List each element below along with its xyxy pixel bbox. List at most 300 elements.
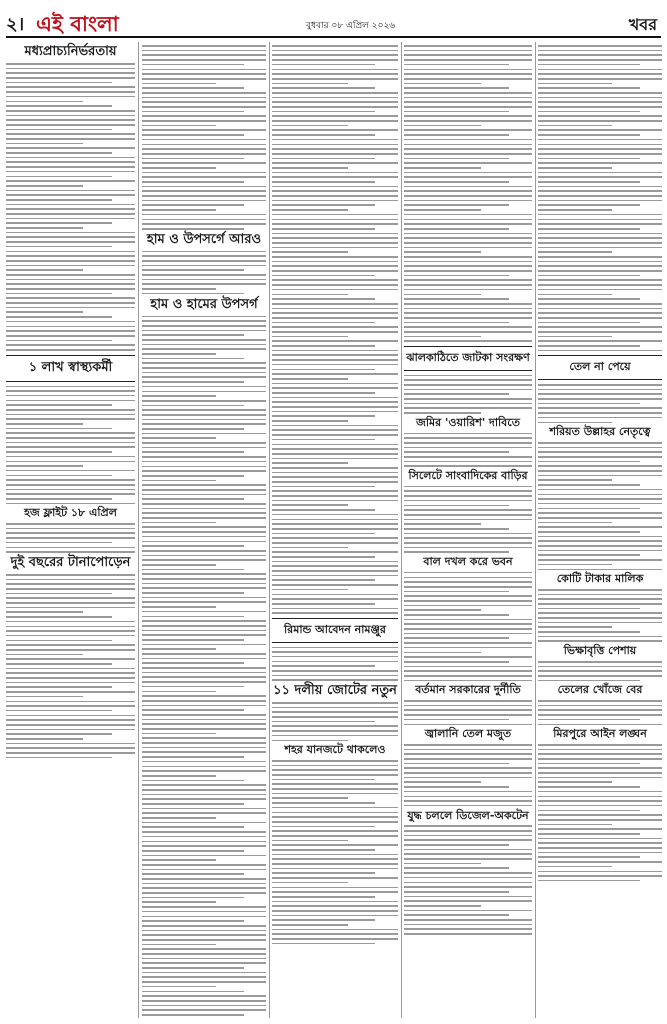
text-line <box>6 409 135 411</box>
text-line <box>404 242 532 244</box>
text-line <box>272 462 348 464</box>
text-line <box>142 494 266 496</box>
text-line <box>404 796 532 798</box>
text-line <box>538 589 662 591</box>
column-2 <box>142 42 266 1018</box>
article-body <box>6 386 135 505</box>
text-line <box>6 547 135 549</box>
text-line <box>272 868 398 870</box>
text-line <box>142 836 266 838</box>
text-line <box>404 777 532 779</box>
text-line <box>6 729 135 731</box>
text-line <box>404 50 532 52</box>
text-line <box>6 686 112 688</box>
text-line <box>538 852 662 854</box>
text-line <box>272 144 398 146</box>
text-line <box>142 676 266 678</box>
article-headline: হজ ফ্লাইট ১৮ এপ্রিল <box>24 506 117 520</box>
text-line <box>272 891 398 893</box>
text-line <box>142 630 266 632</box>
text-line <box>142 87 244 89</box>
text-line <box>142 120 266 122</box>
text-line <box>538 847 662 849</box>
masthead <box>6 10 661 38</box>
text-line <box>404 209 481 211</box>
text-line <box>538 247 662 249</box>
text-line <box>538 508 640 510</box>
text-line <box>538 517 662 519</box>
text-line <box>538 545 662 547</box>
text-line <box>6 724 135 726</box>
text-line <box>142 73 266 75</box>
text-line <box>404 162 532 164</box>
text-line <box>142 709 244 711</box>
text-line <box>6 124 135 126</box>
text-line <box>272 647 398 649</box>
text-line <box>404 129 532 131</box>
text-line <box>272 570 398 572</box>
text-line <box>6 493 135 495</box>
article-body <box>142 316 266 1016</box>
text-line <box>272 598 398 600</box>
text-line <box>538 322 640 324</box>
text-line <box>538 866 612 868</box>
article-body <box>6 523 135 553</box>
text-line <box>538 612 662 614</box>
text-line <box>404 326 532 328</box>
text-line <box>142 728 266 730</box>
text-line <box>272 707 398 709</box>
text-line <box>404 204 509 206</box>
text-line <box>538 494 662 496</box>
text-line <box>404 633 532 635</box>
text-line <box>538 758 662 760</box>
text-line <box>6 747 135 749</box>
text-line <box>404 767 532 769</box>
text-line <box>404 581 532 583</box>
text-line <box>6 138 135 140</box>
text-line <box>272 565 398 567</box>
text-line <box>272 584 398 586</box>
text-line <box>142 204 244 206</box>
text-line <box>404 835 532 837</box>
text-line <box>6 404 112 406</box>
text-line <box>404 83 481 85</box>
text-line <box>404 863 481 865</box>
text-line <box>6 288 135 290</box>
text-line <box>272 943 375 945</box>
text-line <box>538 484 640 486</box>
text-line <box>404 461 532 463</box>
text-line <box>142 991 244 993</box>
text-line <box>142 186 266 188</box>
text-line <box>142 348 266 350</box>
text-line <box>6 428 112 430</box>
article-body <box>404 45 532 342</box>
text-line <box>6 611 83 613</box>
text-line <box>6 418 135 420</box>
text-line <box>404 101 532 103</box>
text-line <box>142 489 266 491</box>
text-line <box>6 147 135 149</box>
text-line <box>142 176 266 178</box>
text-line <box>404 763 509 765</box>
text-line <box>272 261 398 263</box>
text-line <box>6 551 135 553</box>
text-line <box>272 50 398 52</box>
text-line <box>272 797 348 799</box>
text-line <box>142 517 266 519</box>
text-line <box>142 316 266 318</box>
text-line <box>538 709 662 711</box>
text-line <box>272 83 348 85</box>
text-line <box>6 246 112 248</box>
text-line <box>538 186 662 188</box>
text-line <box>538 398 662 400</box>
text-line <box>272 233 398 235</box>
text-line <box>142 822 266 824</box>
text-line <box>6 390 135 392</box>
text-line <box>404 500 532 502</box>
text-line <box>272 214 398 216</box>
text-line <box>6 442 135 444</box>
text-line <box>6 208 135 210</box>
article-headline: কোটি টাকার মালিক <box>556 572 644 586</box>
text-line <box>272 924 348 926</box>
text-line <box>142 320 266 322</box>
column-1 <box>6 42 135 1018</box>
text-line <box>142 733 216 735</box>
text-line <box>272 415 375 417</box>
text-line <box>404 705 532 707</box>
text-line <box>404 181 509 183</box>
text-line <box>142 944 216 946</box>
text-line <box>272 765 398 767</box>
text-line <box>142 223 266 225</box>
text-line <box>272 661 398 663</box>
text-line <box>272 387 398 389</box>
article-body <box>6 63 135 351</box>
text-line <box>272 509 375 511</box>
text-line <box>142 503 266 505</box>
text-line <box>272 125 348 127</box>
text-line <box>538 92 662 94</box>
text-line <box>538 456 662 458</box>
text-line <box>404 73 532 75</box>
text-line <box>538 700 662 702</box>
text-line <box>538 475 662 477</box>
text-line <box>272 369 375 371</box>
text-line <box>404 656 532 658</box>
text-line <box>142 344 266 346</box>
text-line <box>538 148 662 150</box>
text-line <box>272 769 398 771</box>
text-line <box>142 864 266 866</box>
text-line <box>142 97 266 99</box>
text-line <box>6 465 83 467</box>
text-line <box>272 92 398 94</box>
text-line <box>538 833 640 835</box>
text-line <box>272 774 398 776</box>
text-line <box>142 414 266 416</box>
text-line <box>6 583 135 585</box>
text-line <box>142 181 244 183</box>
text-line <box>404 825 532 827</box>
article-headline: শরিয়ত উল্লাহর নেতৃত্বে <box>549 425 651 439</box>
text-line <box>142 601 266 603</box>
text-line <box>538 219 662 221</box>
text-line <box>6 72 135 74</box>
text-line <box>142 139 266 141</box>
text-line <box>404 781 481 783</box>
text-line <box>538 237 662 239</box>
text-line <box>6 503 135 505</box>
section-title: খবর <box>628 15 657 34</box>
text-line <box>538 139 662 141</box>
text-line <box>272 730 398 732</box>
text-line <box>142 219 266 221</box>
text-line <box>404 251 481 253</box>
text-line <box>6 241 135 243</box>
text-line <box>538 861 662 863</box>
text-line <box>142 339 266 341</box>
text-line <box>272 783 398 785</box>
text-line <box>538 461 640 463</box>
text-line <box>404 59 532 61</box>
text-line <box>538 810 640 812</box>
text-line <box>142 747 266 749</box>
page-number: ২। <box>6 14 25 35</box>
text-line <box>404 924 532 926</box>
text-line <box>272 87 375 89</box>
text-line <box>272 533 375 535</box>
text-line <box>404 148 532 150</box>
text-line <box>6 82 112 84</box>
text-line <box>272 575 398 577</box>
text-line <box>404 614 509 616</box>
text-line <box>538 308 662 310</box>
text-line <box>538 54 662 56</box>
text-line <box>272 242 398 244</box>
text-line <box>538 326 662 328</box>
text-line <box>538 256 662 258</box>
text-line <box>6 110 135 112</box>
text-line <box>272 740 348 742</box>
text-line <box>272 59 398 61</box>
text-line <box>142 887 266 889</box>
article-headline: জমির 'ওয়ারিশ' দাবিতে <box>416 415 520 429</box>
text-line <box>272 148 398 150</box>
text-line <box>6 321 135 323</box>
text-line <box>538 622 662 624</box>
text-line <box>142 644 266 646</box>
text-line <box>6 607 135 609</box>
text-line <box>538 78 662 80</box>
text-line <box>6 461 135 463</box>
text-line <box>538 73 662 75</box>
text-line <box>6 479 135 481</box>
text-line <box>142 330 266 332</box>
text-line <box>538 753 662 755</box>
text-line <box>404 605 532 607</box>
text-line <box>272 275 375 277</box>
text-line <box>272 195 398 197</box>
text-line <box>142 794 266 796</box>
text-line <box>538 550 662 552</box>
text-line <box>142 719 266 721</box>
text-line <box>142 555 266 557</box>
text-line <box>404 92 532 94</box>
text-line <box>142 939 266 941</box>
text-line <box>142 662 244 664</box>
text-line <box>272 444 398 446</box>
text-line <box>142 855 266 857</box>
text-line <box>404 891 509 893</box>
text-line <box>538 45 662 47</box>
text-line <box>142 283 266 285</box>
text-line <box>272 434 398 436</box>
text-line <box>538 479 612 481</box>
text-line <box>404 637 509 639</box>
text-line <box>272 209 348 211</box>
text-line <box>142 391 266 393</box>
text-line <box>538 447 662 449</box>
text-line <box>272 603 375 605</box>
text-line <box>404 312 532 314</box>
text-line <box>538 176 662 178</box>
article-headline: রিমান্ড আবেদন নামঞ্জুর <box>284 622 386 636</box>
text-line <box>538 284 662 286</box>
text-line <box>6 340 112 342</box>
text-line <box>142 526 266 528</box>
text-line <box>142 953 266 955</box>
text-line <box>538 512 662 514</box>
text-line <box>538 559 662 561</box>
text-line <box>538 167 612 169</box>
text-line <box>6 199 112 201</box>
text-line <box>272 458 398 460</box>
text-line <box>142 616 244 618</box>
text-line <box>272 896 375 898</box>
text-line <box>538 744 662 746</box>
text-line <box>6 293 112 295</box>
text-line <box>142 214 266 216</box>
text-line <box>272 579 375 581</box>
text-line <box>142 634 266 636</box>
text-line <box>272 247 398 249</box>
text-line <box>142 269 244 271</box>
text-line <box>272 542 398 544</box>
column-5 <box>538 42 662 1018</box>
text-line <box>538 636 662 638</box>
text-line <box>272 760 398 762</box>
text-line <box>538 819 662 821</box>
article-body <box>538 589 662 642</box>
text-line <box>404 398 532 400</box>
text-line <box>272 139 398 141</box>
text-line <box>272 219 398 221</box>
text-line <box>538 101 662 103</box>
text-line <box>6 532 135 534</box>
text-line <box>272 556 375 558</box>
text-line <box>272 69 398 71</box>
text-line <box>404 537 532 539</box>
text-line <box>538 536 662 538</box>
text-line <box>404 805 532 807</box>
text-line <box>6 658 135 660</box>
text-line <box>272 919 375 921</box>
text-line <box>142 395 216 397</box>
text-line <box>6 668 135 670</box>
text-line <box>142 129 266 131</box>
text-line <box>538 97 662 99</box>
article-body <box>538 442 662 570</box>
text-line <box>6 349 135 351</box>
text-line <box>142 995 266 997</box>
text-line <box>538 158 640 160</box>
text-line <box>272 849 375 851</box>
text-line <box>6 265 135 267</box>
text-line <box>538 242 662 244</box>
text-line <box>272 844 398 846</box>
text-line <box>538 50 662 52</box>
text-line <box>272 331 398 333</box>
text-line <box>6 119 135 121</box>
text-line <box>538 498 662 500</box>
article-headline: তেলের খোঁজে বের <box>557 683 643 697</box>
text-line <box>404 167 481 169</box>
text-line <box>6 335 135 337</box>
text-line <box>272 887 398 889</box>
text-line <box>6 743 135 745</box>
text-line <box>6 68 135 70</box>
text-line <box>272 312 398 314</box>
text-line <box>6 213 135 215</box>
text-line <box>6 232 135 234</box>
text-line <box>538 331 662 333</box>
text-line <box>272 54 398 56</box>
column-4 <box>404 42 532 1018</box>
text-line <box>404 791 532 793</box>
text-line <box>404 844 509 846</box>
text-line <box>404 308 532 310</box>
text-line <box>404 265 532 267</box>
text-line <box>6 297 135 299</box>
text-line <box>142 1005 266 1007</box>
text-line <box>6 316 112 318</box>
text-line <box>538 336 612 338</box>
text-line <box>404 144 532 146</box>
text-line <box>142 967 244 969</box>
text-line <box>538 680 640 682</box>
text-line <box>404 322 509 324</box>
text-line <box>272 204 375 206</box>
text-line <box>404 153 532 155</box>
text-line <box>6 161 135 163</box>
article-body <box>142 251 266 295</box>
article-headline: তেল না পেয়ে <box>569 360 631 374</box>
text-line <box>142 705 266 707</box>
article-body <box>404 375 532 414</box>
text-line <box>538 69 662 71</box>
text-line <box>538 842 662 844</box>
text-line <box>404 176 532 178</box>
text-line <box>6 733 112 735</box>
text-line <box>272 129 398 131</box>
text-line <box>6 101 83 103</box>
text-line <box>538 129 662 131</box>
text-line <box>142 648 216 650</box>
